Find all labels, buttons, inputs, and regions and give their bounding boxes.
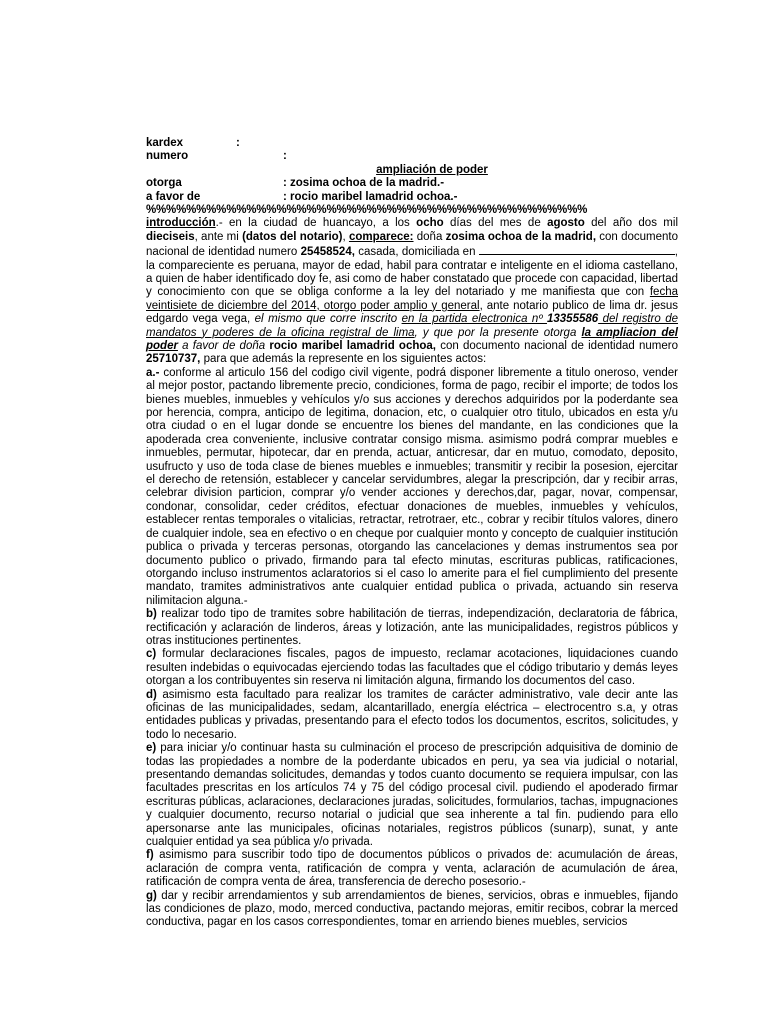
clause-text: conforme al articulo 156 del codigo civil vigente, podrá disponer libremente a titulo oneroso, vender al mejor postor, pactando libremente precio, condiciones, forma de pago, recibir el importe; de todos los bienes muebles, inmuebles y vehículos y/o sus acciones y derechos adquiridos por la poderdante sea por herencia, compra, anticipo de legitima, donacion, etc, o cualquier otro titulo, ubicados en esta y/u otra ciudad o en el lugar donde se encuentre los bienes del mandante, en las condiciones que la apoderada crea conveniente, inclusive contratar consigo misma. asimismo podrá comprar muebles e inmuebles, permutar, hipotecar, dar en prenda, actuar, anticresar, dar en mutuo, comodato, deposito, usufructo y uso de toda clase de bienes muebles e inmuebles; transmitir y recibir la posesion, ejercitar el derecho de retensión, establecer y cancelar servidumbres, alegar la prescripción, dar y recibir arras, celebrar division particion, comprar y/o vender acciones y derechos,dar, pagar, novar, compensar, condonar, consolidar, ceder créditos, efectuar donaciones de muebles, inmuebles y vehículos, establecer rentas temporales o vitalicias, retractar, retrotraer, etc., cobrar y recibir títulos valores, dinero de cualquier indole, sea en efectivo o en cheque por cualquier monto y concepto de cualquier institución publica o privada y terceras personas, otorgando las cancelaciones y demas instrumentos sea por documento publico o privado, firmando para tal efecto minutas, escrituras publicas, ratificaciones, otorgando incluso instrumentos aclaratorios si el caso lo amerite para el fiel cumplimiento del presente mandato, tramites administrativos ante cualquier entidad publica o privada, actuando sin reserva nilimitacion alguna.- (146, 366, 678, 607)
comparece-label: comparece: (348, 230, 414, 243)
intro-italic-text: , y que por la presente otorga (414, 326, 582, 339)
intro-text: , (342, 230, 349, 243)
percent-separator: %%%%%%%%%%%%%%%%%%%%%%%%%%%%%%%%%%%%%%%%%%%% (146, 203, 588, 216)
clause-letter: f (146, 849, 150, 862)
clause-letter: e (146, 742, 153, 755)
clause-text: para iniciar y/o continuar hasta su culminación el proceso de prescripción adquisitiva de dominio de todas las propiedades a nombre de la poderdante ubicados en peru, ya sea via judicial o notarial, presentando demandas solicitudes, demandas y todos cuanto documento se requiera impulsar, con las facultades prescritas en los artículos 74 y 75 del código procesal civil. pudiendo el apoderado firmar escrituras públicas, aclaraciones, declaraciones juradas, solicitudes, formularios, tachas, impugnaciones y cualquier documento, recurso notarial o judicial que sea inherente a tal fin. pudiendo para ello apersonarse ante las municipales, oficinas notariales, registros públicos (sunarp), sunat, y ante cualquier entidad ya sea pública y/o privada. (146, 742, 678, 849)
clause-separator: .- (152, 366, 160, 379)
clause-letter: g (146, 889, 154, 902)
clause-separator: ) (152, 742, 157, 755)
notary-placeholder: (datos del notario) (242, 230, 343, 243)
clause-letter: c (146, 648, 153, 661)
clause-text: asimismo esta facultado para realizar los tramites de carácter administrativo, vale decir ante las oficinas de las municipalidades, sedam, alcantarillado, energía eléctrica – electrocentro s.a, y otras entidades publicas y privadas, presentando para el efecto todos los documentos, escritos, solicitudes, y todo lo necesario. (146, 688, 678, 741)
grantor-dni: 25458524, (300, 246, 355, 259)
clause-c (146, 648, 678, 688)
clause-f (146, 849, 678, 889)
attorney-name: rocio maribel lamadrid ochoa, (269, 340, 436, 352)
clause-separator: ) (153, 688, 157, 701)
numero-label: numero (146, 150, 189, 163)
clause-text: dar y recibir arrendamientos y sub arrendamientos de bienes, servicios, obras e inmuebles, fijando las condiciones de plazo, modo, merced conductiva, pactando mejoras, emitir recibos, cobrar la merced conductiva, pagar en los casos correspondientes, tomar en arriendo bienes muebles, servicios (146, 889, 678, 929)
intro-text: con documento nacional de identidad numero (436, 340, 678, 352)
intro-text: días del mes de (443, 217, 548, 230)
document-title: ampliación de poder (376, 163, 488, 176)
grantor-name: zosima ochoa de la madrid, (445, 230, 597, 243)
intro-italic-text: el mismo que corre inscrito (254, 313, 402, 326)
kardex-colon: : (236, 137, 240, 149)
clause-text: realizar todo tipo de tramites sobre habilitación de tierras, independización, declaratoria de fábrica, rectificación y aclaración de linderos, áreas y lotización, ante las municipalidades, registros públicos y otras instituciones pertinentes. (146, 608, 678, 647)
clause-separator: ) (152, 648, 157, 661)
clause-text: formular declaraciones fiscales, pagos de impuesto, reclamar acotaciones, liquidaciones cuando resulten indebidas o equivocadas ejerciendo todas las facultades que el código tributario y demás leyes otorgan a los contribuyentes sin reserva ni limitación alguna, firmando los documentos del caso. (146, 648, 678, 688)
intro-text: , la compareciente es peruana, mayor de edad, habil para contratar e inteligente en el idioma castellano, a quien de haber identificado doy fe, asi como de haber constatado que procede con capacidad, libertad y conocimiento con que se obliga conforme a la ley del notariado y me manifiesta que con (146, 246, 678, 299)
ampliacion-label: la ampliacion del poder (146, 326, 678, 352)
intro-italic-text: a favor de doña (177, 340, 270, 352)
intro-text: con documento nacional de identidad numero (146, 230, 678, 259)
clause-b (146, 608, 678, 648)
clause-separator: ) (153, 608, 157, 621)
attorney-dni: 25710737, (146, 353, 201, 366)
numero-row (146, 150, 678, 163)
favor-label: a favor de (146, 190, 201, 203)
intro-text: , ante mi (194, 230, 243, 243)
clause-a (146, 367, 678, 608)
otorga-row (146, 177, 678, 190)
intro-text: doña (413, 230, 446, 243)
kardex-label: kardex (146, 137, 184, 149)
clause-text: asimismo para suscribir todo tipo de documentos públicos o privados de: acumulación de áreas, aclaración de compra venta, ratificación de compra y venta, aclaración de acumulación de área, ratificación de compra venta de área, transferencia de derecho posesorio.- (146, 849, 678, 889)
clause-g (146, 890, 678, 930)
intro-text: del año dos mil (584, 217, 678, 230)
clause-letter: b (146, 608, 154, 621)
intro-text: .- en la ciudad de huancayo, a los (215, 217, 417, 230)
kardex-row (146, 137, 678, 150)
clause-e (146, 742, 678, 849)
clause-letter: d (146, 688, 154, 701)
document-page (146, 137, 678, 930)
intro-label: introducción (146, 217, 216, 230)
numero-colon: : (283, 150, 287, 163)
intro-text: casada, domiciliada en (354, 246, 479, 259)
intro-text: para que además la represente en los siguientes actos: (200, 353, 487, 366)
intro-day: ocho (416, 217, 444, 230)
clause-separator: ) (153, 889, 157, 902)
partida-label: en la partida electronica nº (401, 313, 547, 326)
clause-d (146, 689, 678, 743)
prior-power-date: fecha veintisiete de diciembre del 2014, otorgo poder amplio y general (146, 286, 678, 312)
intro-paragraph (146, 217, 678, 366)
favor-row (146, 191, 678, 204)
clause-letter: a (146, 366, 153, 379)
intro-month: agosto (547, 217, 585, 230)
registro-text: del registro de mandatos y poderes de la oficina registral de lima (146, 313, 679, 339)
favor-value: : rocio maribel lamadrid ochoa.- (283, 190, 458, 203)
partida-number: 13355586 (546, 313, 599, 326)
intro-year: dieciseis (146, 230, 195, 243)
otorga-value: : zosima ochoa de la madrid.- (283, 177, 445, 190)
otorga-label: otorga (146, 177, 182, 190)
address-blank-line (479, 244, 675, 255)
intro-text: , ante notario publico de lima dr. jesus edgardo vega vega, (146, 299, 679, 326)
clause-separator: ) (149, 849, 154, 862)
